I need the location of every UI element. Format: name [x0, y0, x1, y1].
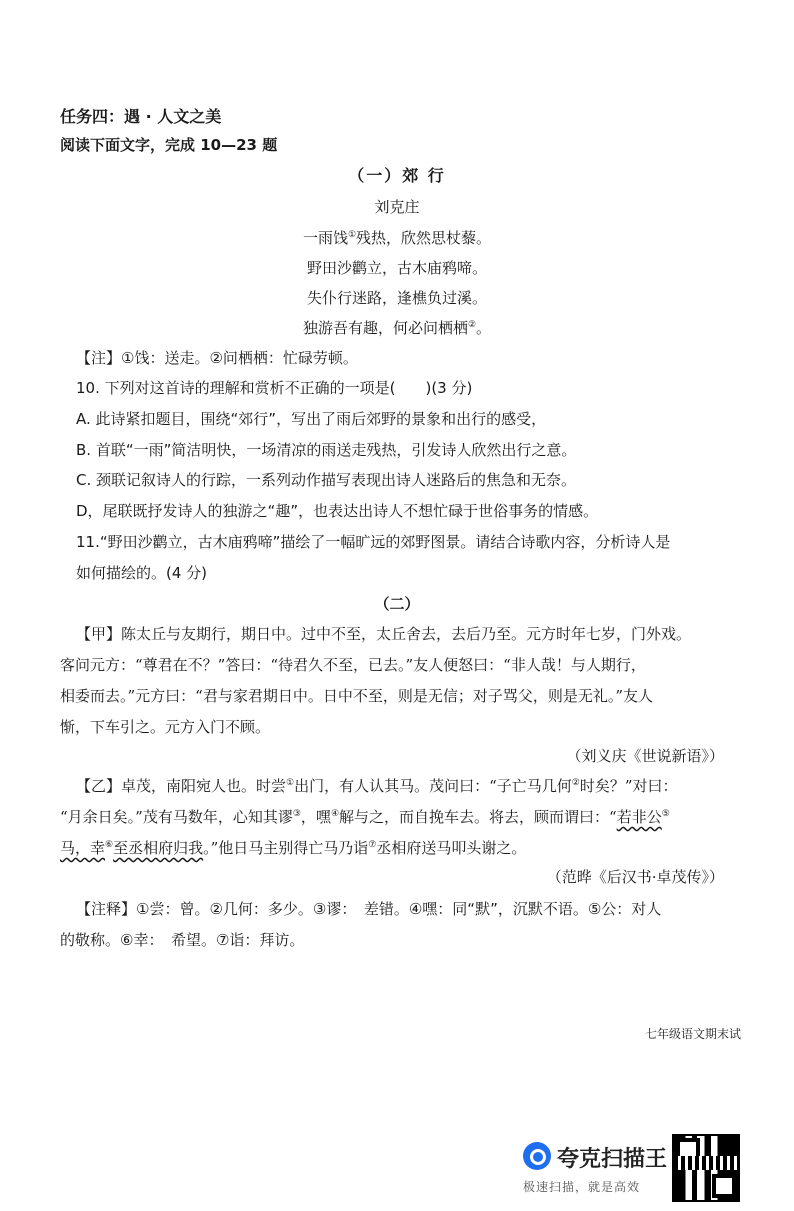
q10-option-c: C. 颈联记叙诗人的行踪，一系列动作描写表现出诗人迷路后的焦急和无奈。	[76, 471, 577, 489]
poem-line-3: 失仆行迷路，逢樵负过溪。	[306, 289, 487, 307]
yi-line-3: 马，幸⑥至丞相府归我。”他日马主别得亡马乃诣⑦丞相府送马叩头谢之。	[60, 839, 527, 857]
poem-note: 【注】①饯：送走。②问栖栖：忙碌劳顿。	[76, 349, 358, 367]
q10-option-a: A. 此诗紧扣题目，围绕“郊行”，写出了雨后郊野的景象和出行的感受，	[76, 410, 547, 428]
task-title: 任务四：遇 · 人文之美	[60, 107, 222, 126]
yi-source: （范晔《后汉书·卓茂传》）	[546, 868, 724, 886]
jia-line-4: 惭，下车引之。元方入门不顾。	[60, 718, 271, 736]
jia-line-3: 相委而去。”元方曰：“君与家君期日中。日中不至，则是无信；对子骂父，则是无礼。”友人	[60, 687, 654, 705]
jia-source: （刘义庆《世说新语》）	[566, 747, 724, 765]
scanner-logo-icon	[523, 1142, 551, 1170]
underlined-sentence-part-3: 至丞相府归我	[113, 839, 204, 857]
poem-line-4: 独游吾有趣，何必问栖栖②。	[302, 319, 492, 337]
notes-line-2: 的敬称。⑥幸： 希望。⑦诣：拜访。	[60, 931, 305, 949]
scanner-brand: 夸克扫描王	[557, 1147, 668, 1172]
jia-line-1: 【甲】陈太丘与友期行，期日中。过中不至，太丘舍去，去后乃至。元方时年七岁，门外戏。	[76, 625, 692, 643]
prose-title: （二）	[374, 595, 420, 613]
poem-line-1: 一雨饯①残热，欣然思杖藜。	[302, 229, 492, 247]
q11-line-2: 如何描绘的。(4 分)	[76, 564, 208, 582]
q10-stem: 10. 下列对这首诗的理解和赏析不正确的一项是( )(3 分)	[76, 379, 473, 397]
jia-line-2: 客问元方：“尊君在不？”答曰：“待君久不至，已去。”友人便怒曰：“非人哉！与人期行，	[60, 656, 646, 674]
underlined-sentence-part-1: 若非公	[616, 808, 662, 826]
q10-option-d: D，尾联既抒发诗人的独游之“趣”，也表达出诗人不想忙碌于世俗事务的情感。	[76, 502, 599, 520]
underlined-sentence-part-2: 马，幸	[60, 839, 106, 857]
instruction: 阅读下面文字，完成 10—23 题	[60, 136, 278, 154]
poem-title: （一）郊 行	[348, 166, 446, 185]
poem-line-2: 野田沙鹳立，古木庙鸦啼。	[306, 259, 487, 277]
yi-line-1: 【乙】卓茂，南阳宛人也。时尝①出门，有人认其马。茂问曰：“子亡马几何②时矣？”对曰：	[76, 777, 678, 795]
poem-author: 刘克庄	[374, 198, 420, 216]
notes-line-1: 【注释】①尝：曾。②几何：多少。③谬： 差错。④嘿：同“默”，沉默不语。⑤公：对人	[76, 900, 662, 918]
scanner-slogan: 极速扫描，就是高效	[523, 1180, 641, 1194]
exam-footer: 七年级语文期末试	[645, 1027, 742, 1041]
q11-line-1: 11.“野田沙鹳立，古木庙鸦啼”描绘了一幅旷远的郊野图景。请结合诗歌内容，分析诗人是	[76, 533, 671, 551]
qr-code-pattern	[674, 1156, 738, 1170]
yi-line-2: “月余日矣。”茂有马数年，心知其谬③，嘿④解与之，而自挽车去。将去，顾而谓曰：“若非公⑤	[60, 808, 670, 826]
q10-option-b: B. 首联“一雨”简洁明快，一场清凉的雨送走残热，引发诗人欣然出行之意。	[76, 441, 577, 459]
